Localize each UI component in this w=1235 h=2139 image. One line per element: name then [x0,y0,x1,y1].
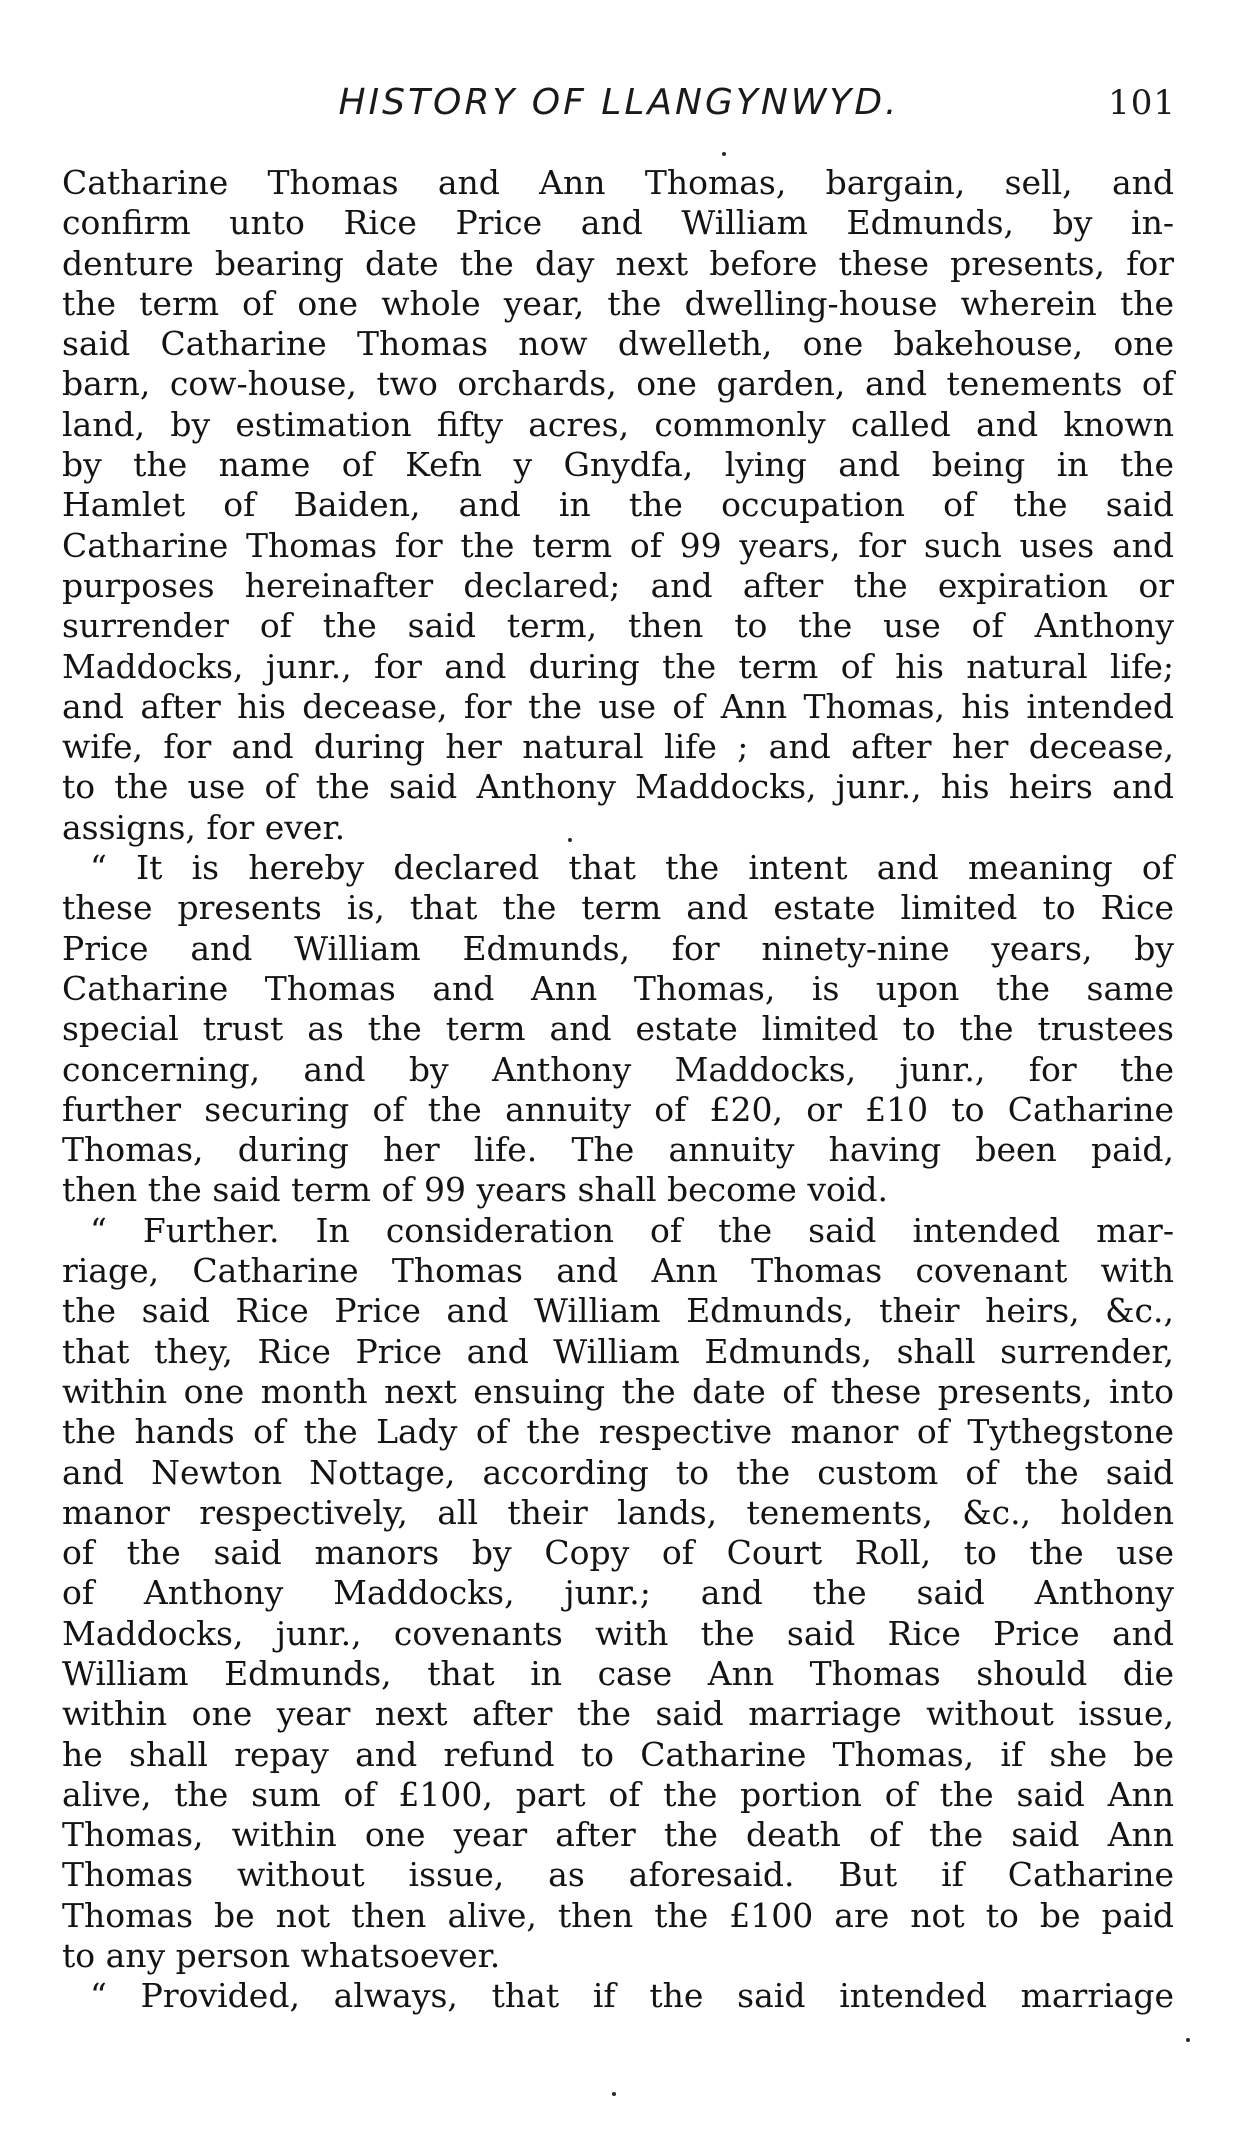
text-line: Thomas be not then alive, then the £100 are not to be paid [62,1895,1174,1935]
text-line: alive, the sum of £100, part of the portion of the said Ann [62,1774,1174,1814]
body-text [62,163,1174,2017]
text-line: the hands of the Lady of the respective manor of Tythegstone [62,1412,1174,1452]
text-line: within one year next after the said marriage without issue, [62,1694,1174,1734]
text-line: barn, cow-house, two orchards, one garden, and tenements of [62,364,1174,404]
text-line: wife, for and during her natural life ; and after her decease, [62,727,1174,767]
text-line: to the use of the said Anthony Maddocks, junr., his heirs and [62,767,1174,807]
text-line: surrender of the said term, then to the use of Anthony [62,606,1174,646]
text-line: the said Rice Price and William Edmunds, their heirs, &c., [62,1291,1174,1331]
print-speck [568,838,572,842]
text-line: William Edmunds, that in case Ann Thomas should die [62,1653,1174,1693]
text-line: Maddocks, junr., covenants with the said Rice Price and [62,1613,1174,1653]
text-line: riage, Catharine Thomas and Ann Thomas covenant with [62,1251,1174,1291]
print-speck [722,152,726,156]
text-line: said Catharine Thomas now dwelleth, one bakehouse, one [62,324,1174,364]
text-line: he shall repay and refund to Catharine Thomas, if she be [62,1734,1174,1774]
text-line: Thomas, during her life. The annuity having been paid, [62,1130,1174,1170]
print-speck [1186,2038,1190,2042]
text-line: land, by estimation fifty acres, commonly called and known [62,404,1174,444]
text-line: within one month next ensuing the date of these presents, into [62,1371,1174,1411]
text-line: of the said manors by Copy of Court Roll, to the use [62,1533,1174,1573]
text-line: and Newton Nottage, according to the custom of the said [62,1452,1174,1492]
text-line: and after his decease, for the use of Ann Thomas, his intended [62,686,1174,726]
text-line: that they, Rice Price and William Edmunds, shall surrender, [62,1331,1174,1371]
running-title: HISTORY OF LLANGYNWYD. [338,82,900,123]
text-line: these presents is, that the term and estate limited to Rice [62,888,1174,928]
text-line: the term of one whole year, the dwelling-house wherein the [62,283,1174,323]
text-line: Hamlet of Baiden, and in the occupation of the said [62,485,1174,525]
page-number: 101 [1108,83,1176,123]
text-line: “ It is hereby declared that the intent and meaning of [90,848,1174,888]
text-line: confirm unto Rice Price and William Edmunds, by in- [62,203,1174,243]
text-line: denture bearing date the day next before these presents, for [62,243,1174,283]
text-line: Catharine Thomas and Ann Thomas, is upon the same [62,968,1174,1008]
text-line: Catharine Thomas for the term of 99 years, for such uses and [62,525,1174,565]
text-line: assigns, for ever. [62,807,346,847]
text-line: “ Provided, always, that if the said intended marriage [90,1976,1174,2016]
text-line: Thomas without issue, as aforesaid. But if Catharine [62,1855,1174,1895]
text-line: Price and William Edmunds, for ninety-nine years, by [62,928,1174,968]
text-line: to any person whatsoever. [62,1936,501,1976]
text-line: special trust as the term and estate limited to the trustees [62,1009,1174,1049]
text-line: of Anthony Maddocks, junr.; and the said Anthony [62,1573,1174,1613]
print-speck [612,2092,616,2096]
text-line: Catharine Thomas and Ann Thomas, bargain, sell, and [62,163,1174,202]
running-head [60,78,1178,138]
text-line: by the name of Kefn y Gnydfa, lying and being in the [62,445,1174,485]
text-line: manor respectively, all their lands, tenements, &c., holden [62,1492,1174,1532]
text-line: “ Further. In consideration of the said intended mar- [90,1210,1174,1250]
text-line: Maddocks, junr., for and during the term of his natural life; [62,646,1174,686]
text-line: further securing of the annuity of £20, or £10 to Catharine [62,1089,1174,1129]
text-line: Thomas, within one year after the death of the said Ann [62,1815,1174,1855]
text-line: concerning, and by Anthony Maddocks, junr., for the [62,1049,1174,1089]
text-line: purposes hereinafter declared; and after the expiration or [62,565,1174,605]
text-line: then the said term of 99 years shall become void. [62,1170,888,1210]
